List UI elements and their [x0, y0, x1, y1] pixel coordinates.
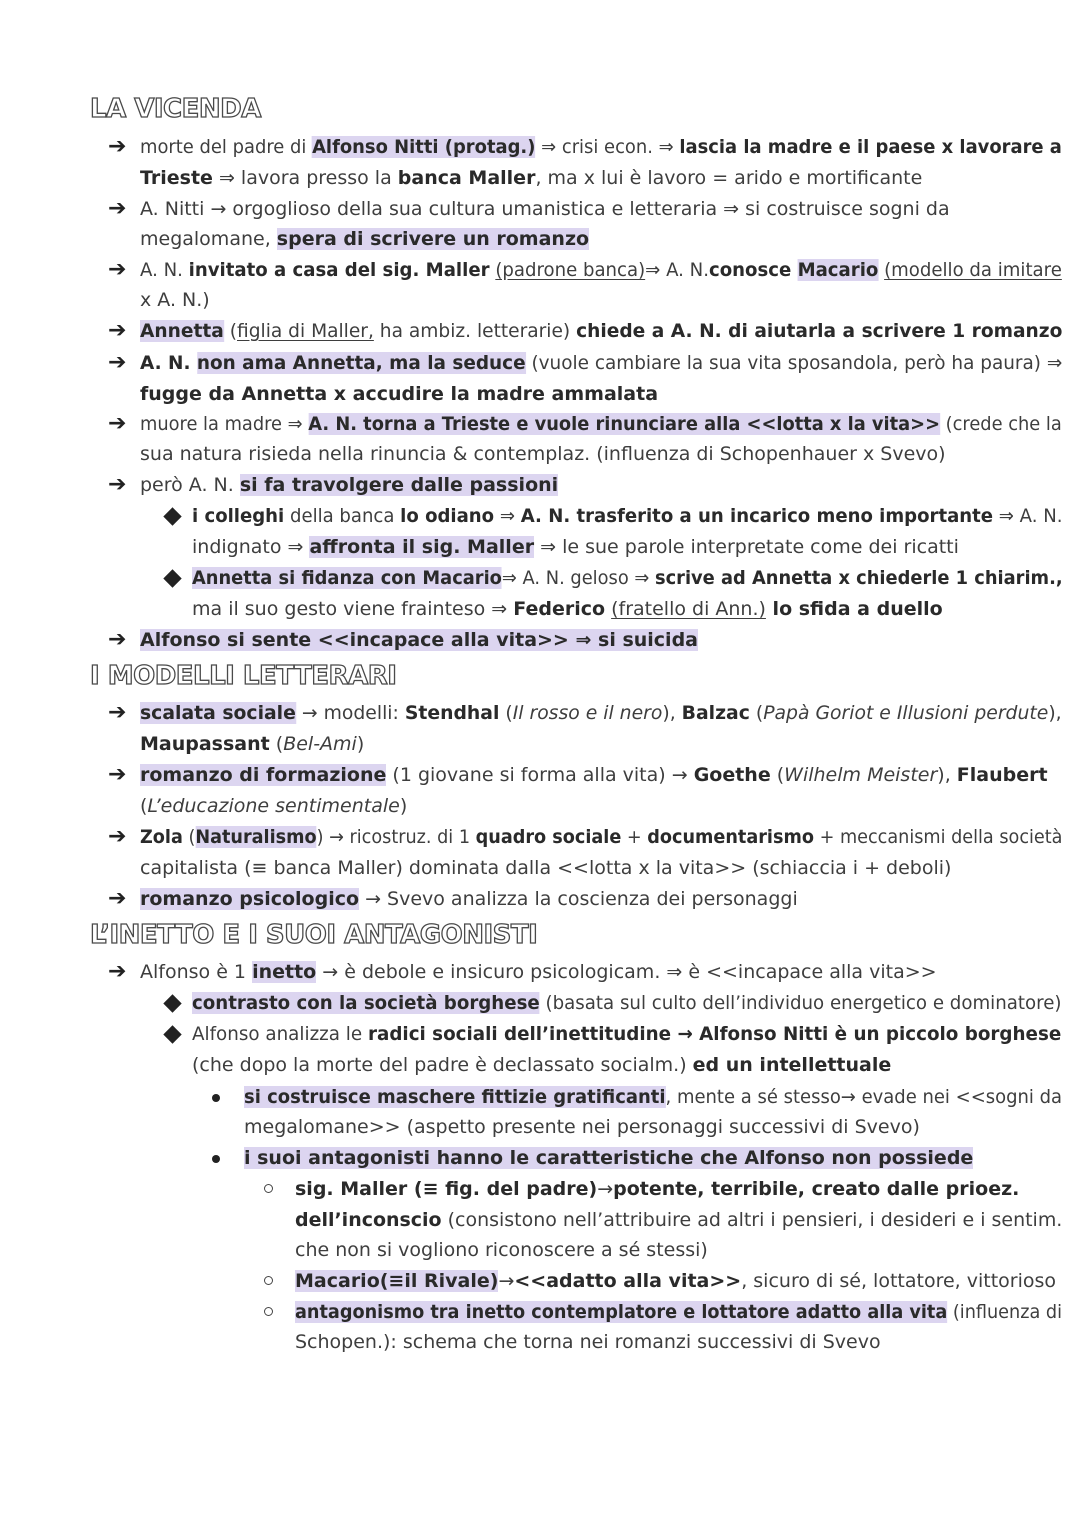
vicenda-line-3: A. Nitti → orgoglioso della sua cultura umanistica e letteraria ⇒ si costruisce sogni da [140, 198, 950, 220]
vicenda-line-6: x A. N.) [140, 289, 210, 311]
arrow-bullet-icon: ➔ [108, 318, 127, 343]
diamond-bullet-icon [163, 569, 181, 587]
inetto-line-1: Alfonso è 1 inetto → è debole e insicuro psicologicam. ⇒ è <<incapace alla vita>> [140, 961, 937, 983]
vicenda-line-16: ma il suo gesto viene frainteso ⇒ Federico (fratello di Ann.) lo sfida a duello [192, 598, 943, 620]
modelli-line-6: capitalista (≡ banca Maller) dominata dalla <<lotta x la vita>> (schiaccia i + deboli) [140, 857, 952, 879]
vicenda-line-17: Alfonso si sente <<incapace alla vita>> ⇒ si suicida [140, 629, 698, 651]
inetto-line-4: (che dopo la morte del padre è declassato socialm.) ed un intellettuale [192, 1054, 892, 1076]
vicenda-line-9: fugge da Annetta x accudire la madre ammalata [140, 383, 659, 405]
vicenda-line-8: A. N. non ama Annetta, ma la seduce (vuole cambiare la sua vita sposandola, però ha paura) ⇒ [140, 352, 1063, 374]
arrow-bullet-icon: ➔ [108, 196, 127, 221]
vicenda-line-15: Annetta si fidanza con Macario⇒ A. N. geloso ⇒ scrive ad Annetta x chiederle 1 chiarim., [192, 567, 1063, 589]
diamond-bullet-icon [163, 507, 181, 525]
vicenda-line-4: megalomane, spera di scrivere un romanzo [140, 228, 590, 250]
arrow-bullet-icon: ➔ [108, 134, 127, 159]
circle-bullet-icon [264, 1276, 273, 1285]
heading-i-modelli-letterari: I MODELLI LETTERARI [90, 661, 397, 691]
inetto-line-9: dell’inconscio (consistono nell’attribuire ad altri i pensieri, i desideri e i sentim. [295, 1209, 1063, 1231]
vicenda-line-14: indignato ⇒ affronta il sig. Maller ⇒ le sue parole interpretate come dei ricatti [192, 536, 959, 558]
inetto-line-8: sig. Maller (≡ fig. del padre)→potente, terribile, creato dalle prioez. [295, 1178, 1020, 1200]
arrow-bullet-icon: ➔ [108, 411, 127, 436]
circle-bullet-icon [264, 1184, 273, 1193]
vicenda-line-2: Trieste ⇒ lavora presso la banca Maller, ma x lui è lavoro = arido e mortificante [140, 167, 923, 189]
inetto-line-12: antagonismo tra inetto contemplatore e lottatore adatto alla vita (influenza di [295, 1301, 1063, 1323]
arrow-bullet-icon: ➔ [108, 700, 127, 725]
dot-bullet-icon [212, 1094, 220, 1102]
modelli-line-1: scalata sociale → modelli: Stendhal (Il rosso e il nero), Balzac (Papà Goriot e Illusioni perdute), [140, 702, 1062, 724]
arrow-bullet-icon: ➔ [108, 824, 127, 849]
vicenda-line-5: A. N. invitato a casa del sig. Maller (padrone banca)⇒ A. N.conosce Macario (modello da imitare [140, 259, 1062, 281]
arrow-bullet-icon: ➔ [108, 257, 127, 282]
inetto-line-13: Schopen.): schema che torna nei romanzi successivi di Svevo [295, 1331, 881, 1353]
vicenda-line-12: però A. N. si fa travolgere dalle passioni [140, 474, 559, 496]
inetto-line-3: Alfonso analizza le radici sociali dell’inettitudine → Alfonso Nitti è un piccolo borghese [192, 1023, 1062, 1045]
vicenda-line-13: i colleghi della banca lo odiano ⇒ A. N. trasferito a un incarico meno importante ⇒ A. N. [192, 505, 1063, 527]
inetto-line-11: Macario(≡il Rivale)→<<adatto alla vita>>, sicuro di sé, lottatore, vittorioso [295, 1270, 1057, 1292]
arrow-bullet-icon: ➔ [108, 472, 127, 497]
modelli-line-3: romanzo di formazione (1 giovane si forma alla vita) → Goethe (Wilhelm Meister), Flaubert [140, 764, 1048, 786]
diamond-bullet-icon [163, 994, 181, 1012]
heading-l-inetto: L’INETTO E I SUOI ANTAGONISTI [90, 920, 538, 950]
diamond-bullet-icon [163, 1025, 181, 1043]
arrow-bullet-icon: ➔ [108, 762, 127, 787]
inetto-line-7: i suoi antagonisti hanno le caratteristiche che Alfonso non possiede [244, 1147, 974, 1169]
circle-bullet-icon [264, 1307, 273, 1316]
modelli-line-5: Zola (Naturalismo) → ricostruz. di 1 quadro sociale + documentarismo + meccanismi della società [140, 826, 1063, 848]
arrow-bullet-icon: ➔ [108, 627, 127, 652]
vicenda-line-11: sua natura risieda nella rinuncia & contemplaz. (influenza di Schopenhauer x Svevo) [140, 443, 946, 465]
modelli-line-4: (L’educazione sentimentale) [140, 795, 408, 817]
vicenda-line-7: Annetta (figlia di Maller, ha ambiz. letterarie) chiede a A. N. di aiutarla a scrivere 1 romanzo [140, 320, 1063, 342]
modelli-line-2: Maupassant (Bel-Ami) [140, 733, 365, 755]
vicenda-line-10: muore la madre ⇒ A. N. torna a Trieste e vuole rinunciare alla <<lotta x la vita>> (crede che la [140, 413, 1062, 435]
arrow-bullet-icon: ➔ [108, 959, 127, 984]
arrow-bullet-icon: ➔ [108, 350, 127, 375]
inetto-line-5: si costruisce maschere fittizie gratificanti, mente a sé stesso→ evade nei <<sogni da [244, 1086, 1063, 1108]
heading-la-vicenda: LA VICENDA [90, 94, 261, 124]
inetto-line-10: che non si vogliono riconoscere a sé stessi) [295, 1239, 708, 1261]
inetto-line-6: megalomane>> (aspetto presente nei personaggi successivi di Svevo) [244, 1116, 920, 1138]
dot-bullet-icon [212, 1155, 220, 1163]
vicenda-line-1: morte del padre di Alfonso Nitti (protag.) ⇒ crisi econ. ⇒ lascia la madre e il paese x lavorare a [140, 136, 1062, 158]
inetto-line-2: contrasto con la società borghese (basata sul culto dell’individuo energetico e dominatore) [192, 992, 1062, 1014]
arrow-bullet-icon: ➔ [108, 886, 127, 911]
modelli-line-7: romanzo psicologico → Svevo analizza la coscienza dei personaggi [140, 888, 798, 910]
